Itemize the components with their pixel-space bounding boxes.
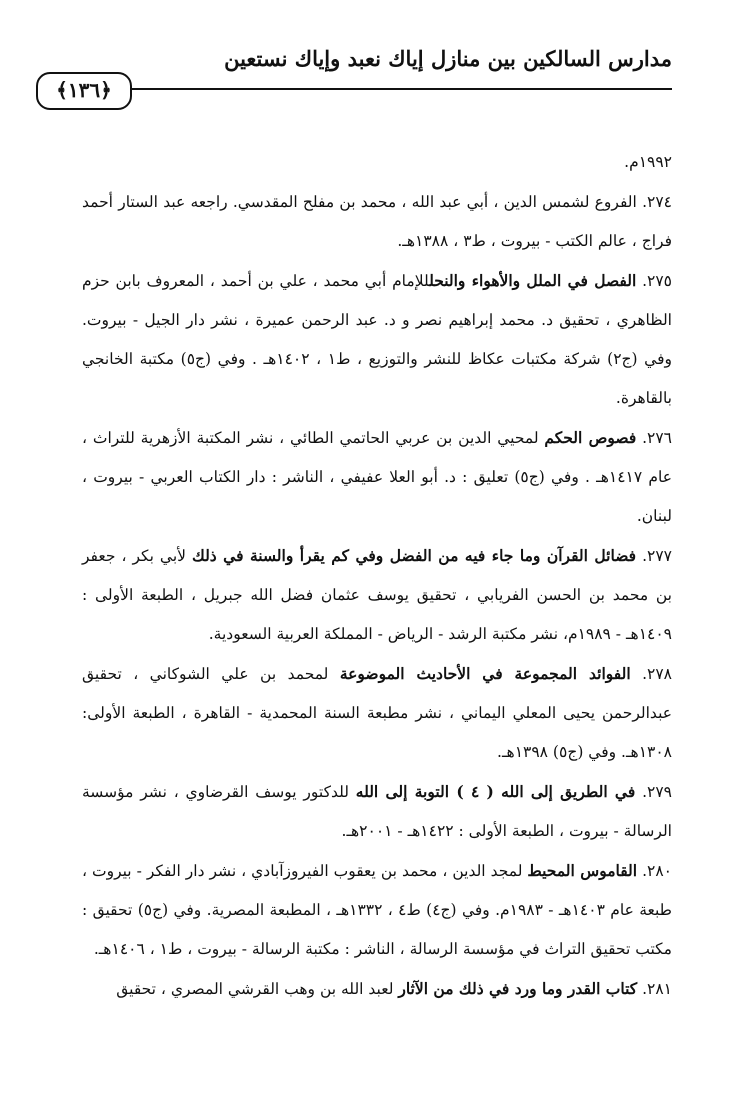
- entry-text: للدكتور يوسف القرضاوي ، نشر مؤسسة الرسالة - بيروت ، الطبعة الأولى : ١٤٢٢هـ - ٢٠٠١هـ.: [82, 783, 672, 840]
- reference-entry: [82, 654, 672, 772]
- reference-entry: [82, 261, 672, 418]
- entry-text: ١٩٩٢م.: [624, 153, 672, 171]
- reference-entry: [82, 772, 672, 851]
- entry-number: ٢٨١.: [637, 980, 672, 998]
- entry-text: لمحمد بن علي الشوكاني ، تحقيق عبدالرحمن يحيى المعلي اليماني ، نشر مطبعة السنة المحمدية - القاهرة ، الطبعة الأولى: ١٣٠٨هـ. وفي (ج٥) ١٣٩٨هـ.: [82, 665, 672, 761]
- running-header: [36, 34, 672, 102]
- reference-entry: [82, 536, 672, 654]
- entry-number: ٢٧٨.: [630, 665, 673, 683]
- references-list: [82, 142, 672, 1009]
- entry-number: ٢٧٤.: [636, 193, 672, 211]
- entry-title: فصوص الحكم: [544, 428, 637, 447]
- entry-title: فضائل القرآن وما جاء فيه من الفضل وفي كم يقرأ والسنة في ذلك: [192, 546, 637, 565]
- entry-number: ٢٧٦.: [636, 429, 672, 447]
- entry-number: ٢٧٧.: [636, 547, 673, 565]
- entry-title: كتاب القدر وما ورد في ذلك من الآثار: [398, 979, 638, 998]
- page-number: ﴿١٣٦﴾: [36, 72, 132, 110]
- entry-title: القاموس المحيط: [527, 861, 638, 880]
- reference-entry: [82, 851, 672, 969]
- entry-text: للإمام أبي محمد ، علي بن أحمد ، المعروف بابن حزم الظاهري ، تحقيق د. محمد إبراهيم نصر و د. عبد الرحمن عميرة ، نشر دار الجيل - بيروت. وفي (ج٢) شركة مكتبات عكاظ للنشر والتوزيع ، ط١ ، ١٤٠٢هـ . وفي (ج٥) مكتبة الخانجي بالقاهرة.: [82, 272, 672, 407]
- entry-text: لمجد الدين ، محمد بن يعقوب الفيروزآبادي ، نشر دار الفكر - بيروت ، طبعة عام ١٤٠٣هـ - ١٩٨٣م. وفي (ج٤) ط٤ ، ١٣٣٢هـ ، المطبعة المصرية. وفي (ج٥) تحقيق : مكتب تحقيق التراث في مؤسسة الرسالة ، الناشر : مكتبة الرسالة - بيروت ، ط١ ، ١٤٠٦هـ.: [82, 862, 672, 958]
- entry-number: ٢٧٩.: [635, 783, 672, 801]
- reference-entry: [82, 418, 672, 536]
- entry-text: لعبد الله بن وهب القرشي المصري ، تحقيق: [116, 980, 399, 998]
- entry-text: لمحيي الدين بن عربي الحاتمي الطائي ، نشر المكتبة الأزهرية للتراث ، عام ١٤١٧هـ . وفي (ج٥) تعليق : د. أبو العلا عفيفي ، الناشر : دار الكتاب العربي - بيروت ، لبنان.: [82, 429, 673, 525]
- entry-title: الفصل في الملل والأهواء والنحل: [429, 271, 637, 290]
- entry-number: ٢٨٠.: [637, 862, 672, 880]
- entry-number: ٢٧٥.: [636, 272, 673, 290]
- reference-entry: [82, 182, 672, 261]
- entry-title: في الطريق إلى الله ( ٤ ) التوبة إلى الله: [355, 782, 636, 801]
- entry-text: الفروع لشمس الدين ، أبي عبد الله ، محمد بن مفلح المقدسي. راجعه عبد الستار أحمد فراج ، عالم الكتب - بيروت ، ط٣ ، ١٣٨٨هـ.: [82, 193, 672, 250]
- entry-title: الفوائد المجموعة في الأحاديث الموضوعة: [339, 664, 631, 683]
- entry-text: لأبي بكر ، جعفر بن محمد بن الحسن الفريابي ، تحقيق يوسف عثمان فضل الله جبريل ، الطبعة الأولى : ١٤٠٩هـ - ١٩٨٩م، نشر مكتبة الرشد - الرياض - المملكة العربية السعودية.: [82, 547, 672, 643]
- running-title: مدارس السالكين بين منازل إياك نعبد وإياك نستعين: [224, 46, 672, 71]
- reference-entry: [82, 969, 672, 1009]
- reference-entry: [82, 142, 672, 182]
